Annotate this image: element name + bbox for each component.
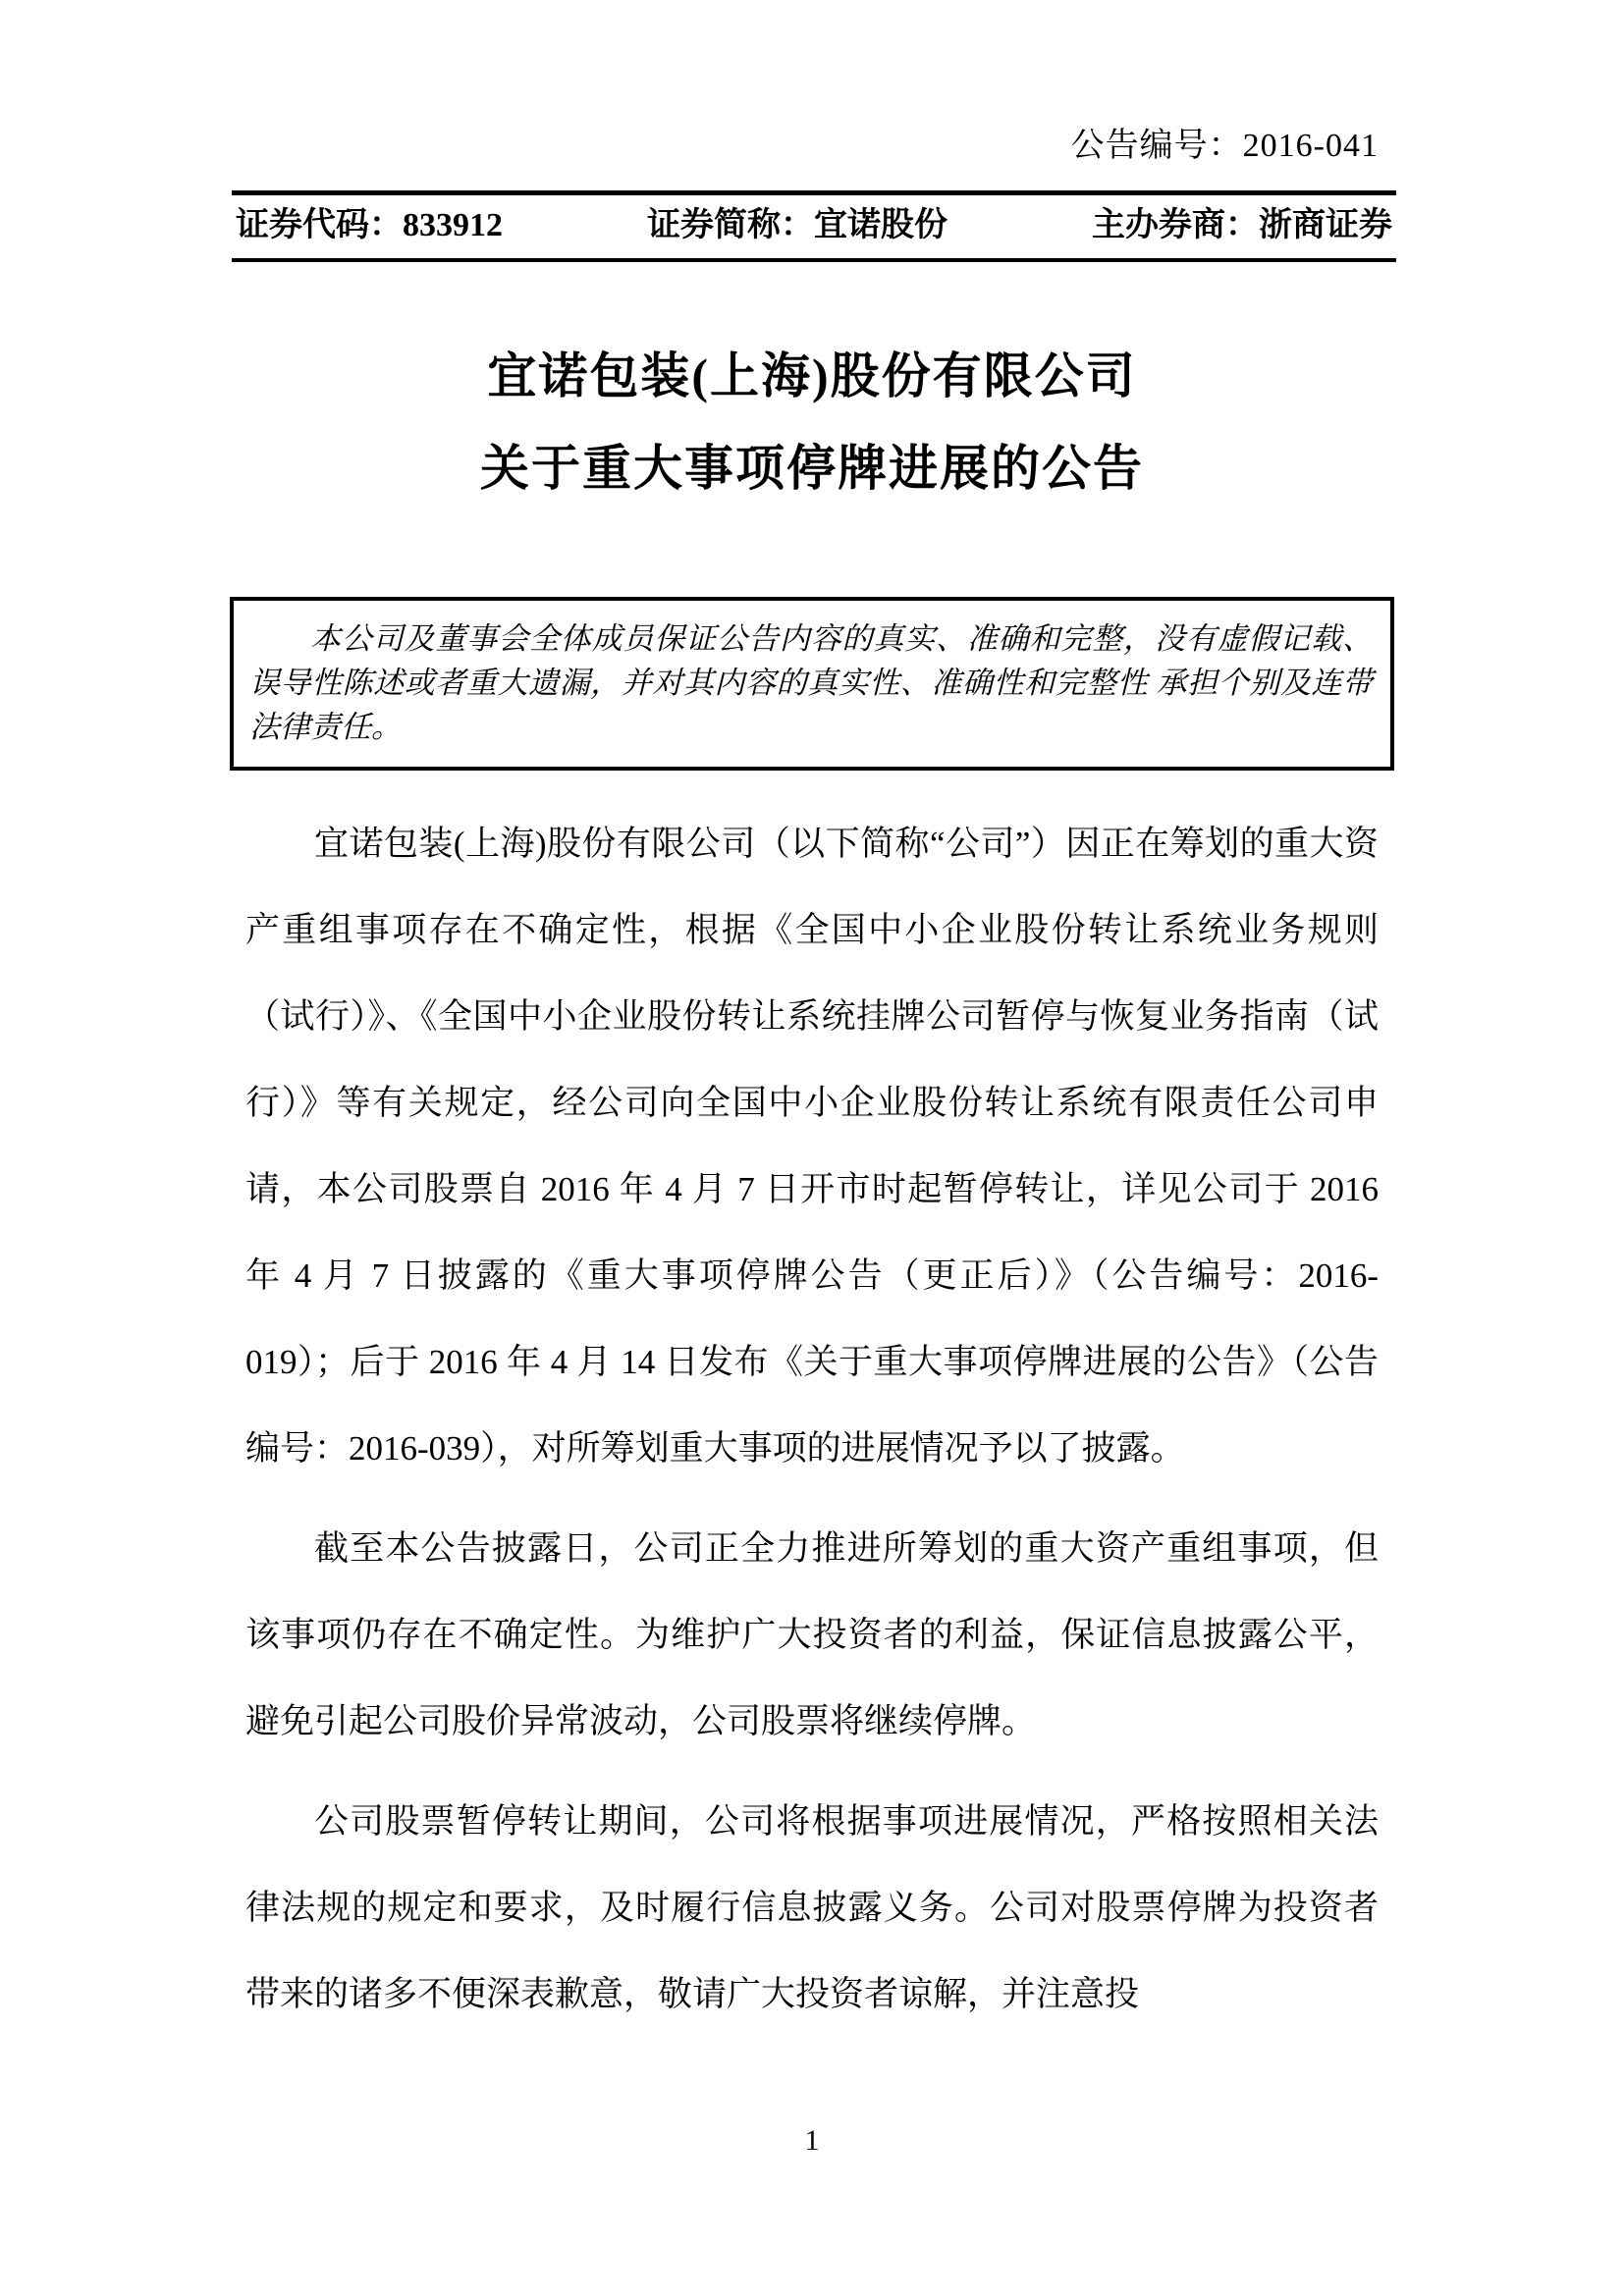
document-title [0, 330, 1624, 514]
sponsor-broker-text: 主办券商：浙商证券 [1092, 207, 1392, 243]
announcement-body [245, 801, 1379, 2038]
securities-header-bar [232, 190, 1396, 262]
announcement-number: 公告编号：2016-041 [1070, 128, 1379, 164]
body-paragraph-1: 宜诺包装(上海)股份有限公司（以下简称“公司”）因正在筹划的重大资产重组事项存在不确定性，根据《全国中小企业股份转让系统业务规则（试行）》、《全国中小企业股份转让系统挂牌公司暂停与恢复业务指南（试行）》等有关规定，经公司向全国中小企业股份转让系统有限责任公司申请，本公司股票自 2016 年 4 月 7 日开市时起暂停转让，详见公司于 2016 年 4 月 7 日披露的《重大事项停牌公告（更正后）》（公告编号：2016-019）；后于 2016 年 4 月 14 日发布《关于重大事项停牌进展的公告》（公告编号：2016-039），对所筹划重大事项的进展情况予以了披露。 [245, 825, 1379, 1468]
disclaimer-box [230, 597, 1394, 771]
stock-short-name-text: 证券简称：宜诺股份 [647, 207, 947, 243]
title-subject-line: 关于重大事项停牌进展的公告 [480, 441, 1144, 496]
page-number: 1 [804, 2124, 820, 2157]
body-paragraph-2: 截至本公告披露日，公司正全力推进所筹划的重大资产重组事项，但该事项仍存在不确定性。为维护广大投资者的利益，保证信息披露公平，避免引起公司股价异常波动，公司股票将继续停牌。 [245, 1529, 1379, 1740]
body-paragraph-3: 公司股票暂停转让期间，公司将根据事项进展情况，严格按照相关法律法规的规定和要求，及时履行信息披露义务。公司对股票停牌为投资者带来的诸多不便深表歉意，敬请广大投资者谅解，并注意投 [245, 1802, 1379, 2013]
title-company-line: 宜诺包装(上海)股份有限公司 [487, 348, 1137, 403]
disclaimer-text: 本公司及董事会全体成员保证公告内容的真实、准确和完整，没有虚假记载、误导性陈述或者重大遗漏，并对其内容的真实性、准确性和完整性 承担个别及连带法律责任。 [249, 621, 1373, 744]
stock-code-text: 证券代码：833912 [236, 207, 503, 243]
